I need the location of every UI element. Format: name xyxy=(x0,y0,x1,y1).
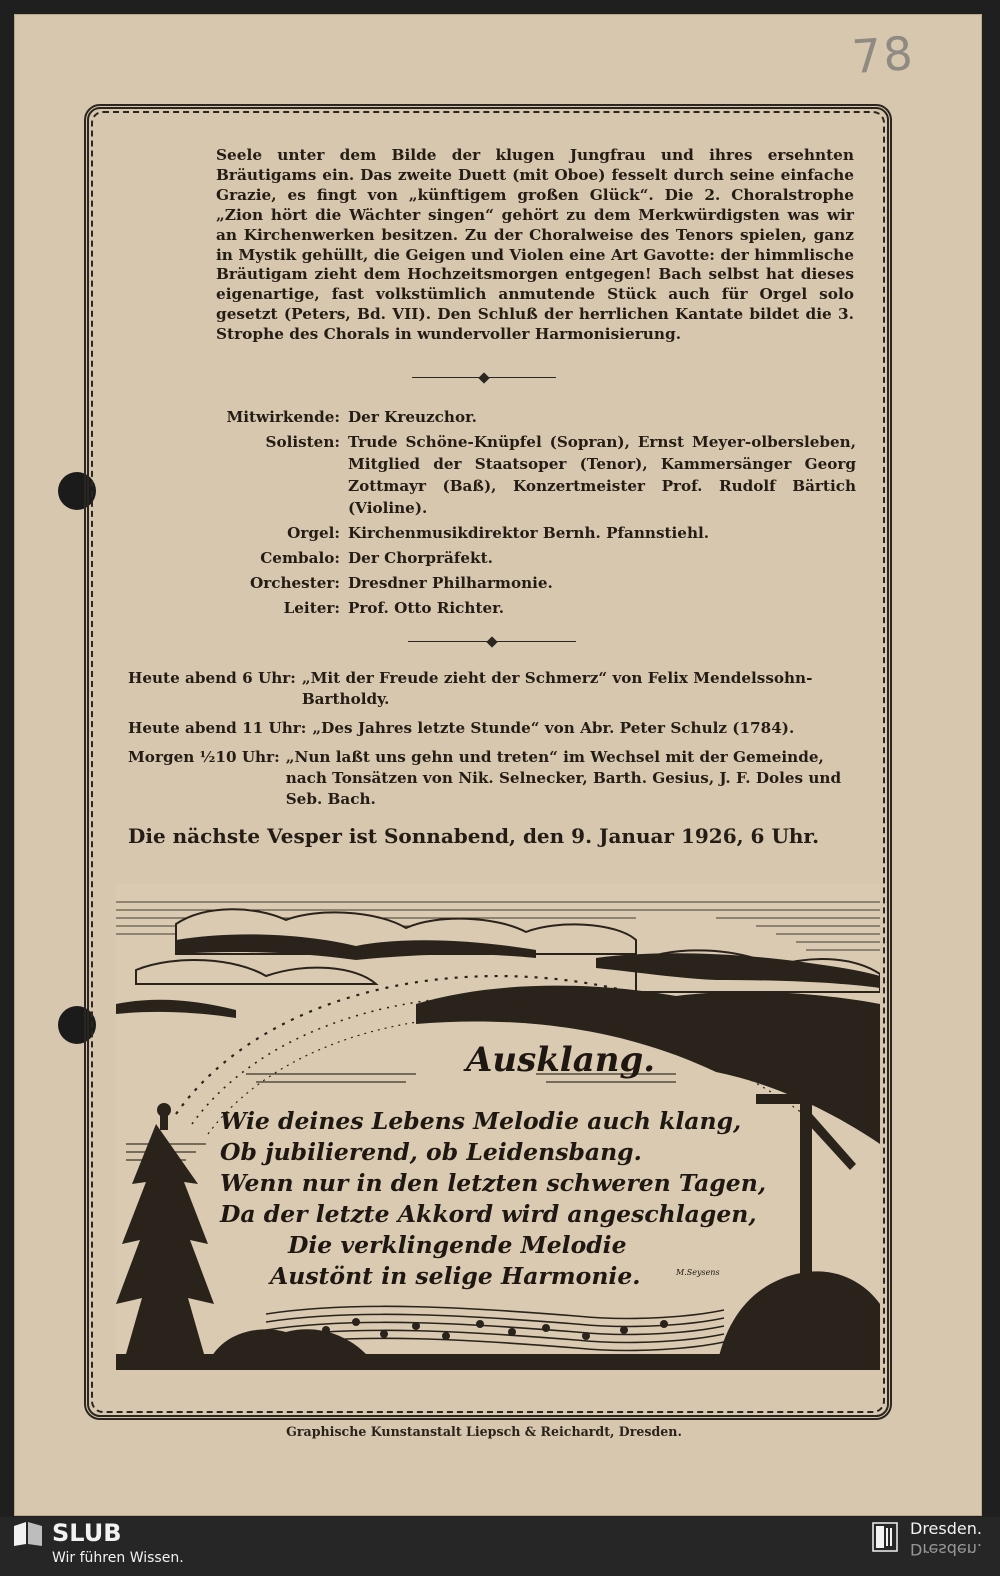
credit-row xyxy=(208,597,856,619)
credit-label: Orgel: xyxy=(287,524,340,542)
credit-label: Leiter: xyxy=(283,599,340,617)
performers-list xyxy=(208,406,856,622)
dresden-crest-icon[interactable] xyxy=(872,1522,898,1552)
slub-logo-icon[interactable] xyxy=(12,1520,44,1548)
credit-row xyxy=(208,547,856,569)
credit-row xyxy=(208,406,856,428)
event-time: Morgen ½10 Uhr: xyxy=(128,748,280,766)
event-time: Heute abend 6 Uhr: xyxy=(128,669,296,687)
event-item xyxy=(128,747,856,810)
credit-value: Trude Schöne-Knüpfel (Sopran), Ernst Meyer-olbersleben, Mitglied der Staatsoper (Tenor), Kammersänger Georg Zottmayr (Baß), Konzertmeister Prof. Rudolf Bärtich (Violine). xyxy=(348,433,856,517)
credit-label: Mitwirkende: xyxy=(226,408,340,426)
credit-row xyxy=(208,522,856,544)
credit-value: Prof. Otto Richter. xyxy=(348,599,505,617)
divider-ornament xyxy=(408,635,576,649)
credit-row xyxy=(208,572,856,594)
dresden-brand-reflection: Dresden. xyxy=(910,1540,982,1559)
divider-ornament xyxy=(412,371,556,385)
next-vesper-notice: Die nächste Vesper ist Sonnabend, den 9. Januar 1926, 6 Uhr. xyxy=(128,824,820,848)
credit-value: Der Kreuzchor. xyxy=(348,408,477,426)
credit-value: Kirchenmusikdirektor Bernh. Pfannstiehl. xyxy=(348,524,710,542)
poem-line: Die verklingende Melodie xyxy=(288,1231,627,1259)
poem-line: Ob jubilierend, ob Leidensbang. xyxy=(220,1138,642,1166)
intro-paragraph: Seele unter dem Bilde der klugen Jungfrau und ihres ersehnten Bräutigams ein. Das zweite Duett (mit Oboe) fesselt durch seine einfache Grazie, es fingt von „künftigem großen Glück“. Die 2. Choralstrophe „Zion hört die Wächter singen“ gehört zu dem Merkwürdigsten was wir an Kirchenwerken besitzen. Zu der Choralweise des Tenors spielen, ganz in Mystik gehüllt, die Geigen und Violen eine Art Gavotte: der himmlische Bräutigam zieht dem Hochzeitsmorgen entgegen! Bach selbst hat dieses eigenartige, fast volkstümlich anmutende Stück auch für Orgel solo gesetzt (Peters, Bd. VII). Den Schluß der herrlichen Kantate bildet die 3. Strophe des Chorals in wundervoller Harmonisierung. xyxy=(216,146,854,344)
event-title: „Des Jahres letzte Stunde“ von Abr. Peter Schulz (1784). xyxy=(312,719,795,737)
poem-line: Austönt in selige Harmonie. xyxy=(270,1262,641,1290)
landscape-engraving-image xyxy=(116,884,880,1370)
event-item xyxy=(128,718,856,739)
slub-brand[interactable]: SLUB xyxy=(52,1519,122,1547)
event-title: „Nun laßt uns gehn und treten“ im Wechsel mit der Gemeinde, nach Tonsätzen von Nik. Selnecker, Barth. Gesius, J. F. Doles und Seb. Bach. xyxy=(285,748,842,808)
event-time: Heute abend 11 Uhr: xyxy=(128,719,307,737)
poem-line: Da der letzte Akkord wird angeschlagen, xyxy=(220,1200,757,1228)
credit-value: Der Chorpräfekt. xyxy=(348,549,493,567)
viewer-footer-bar xyxy=(0,1517,1000,1576)
event-item xyxy=(128,668,856,710)
credit-row xyxy=(208,431,856,519)
ausklang-illustration xyxy=(116,884,880,1370)
credit-value: Dresdner Philharmonie. xyxy=(348,574,553,592)
credit-label: Orchester: xyxy=(249,574,340,592)
upcoming-events xyxy=(128,668,856,818)
poem-title: Ausklang. xyxy=(466,1040,656,1080)
slub-tagline: Wir führen Wissen. xyxy=(52,1550,184,1566)
printer-imprint: Graphische Kunstanstalt Liepsch & Reichardt, Dresden. xyxy=(286,1424,682,1439)
credit-label: Solisten: xyxy=(265,433,340,451)
event-title: „Mit der Freude zieht der Schmerz“ von Felix Mendelssohn-Bartholdy. xyxy=(301,669,813,708)
artist-signature: M.Seysens xyxy=(676,1268,720,1277)
page-number: 78 xyxy=(850,25,917,85)
poem-line: Wie deines Lebens Melodie auch klang, xyxy=(220,1107,742,1135)
dresden-brand[interactable]: Dresden. xyxy=(910,1519,982,1538)
poem-line: Wenn nur in den letzten schweren Tagen, xyxy=(220,1169,767,1197)
credit-label: Cembalo: xyxy=(260,549,340,567)
